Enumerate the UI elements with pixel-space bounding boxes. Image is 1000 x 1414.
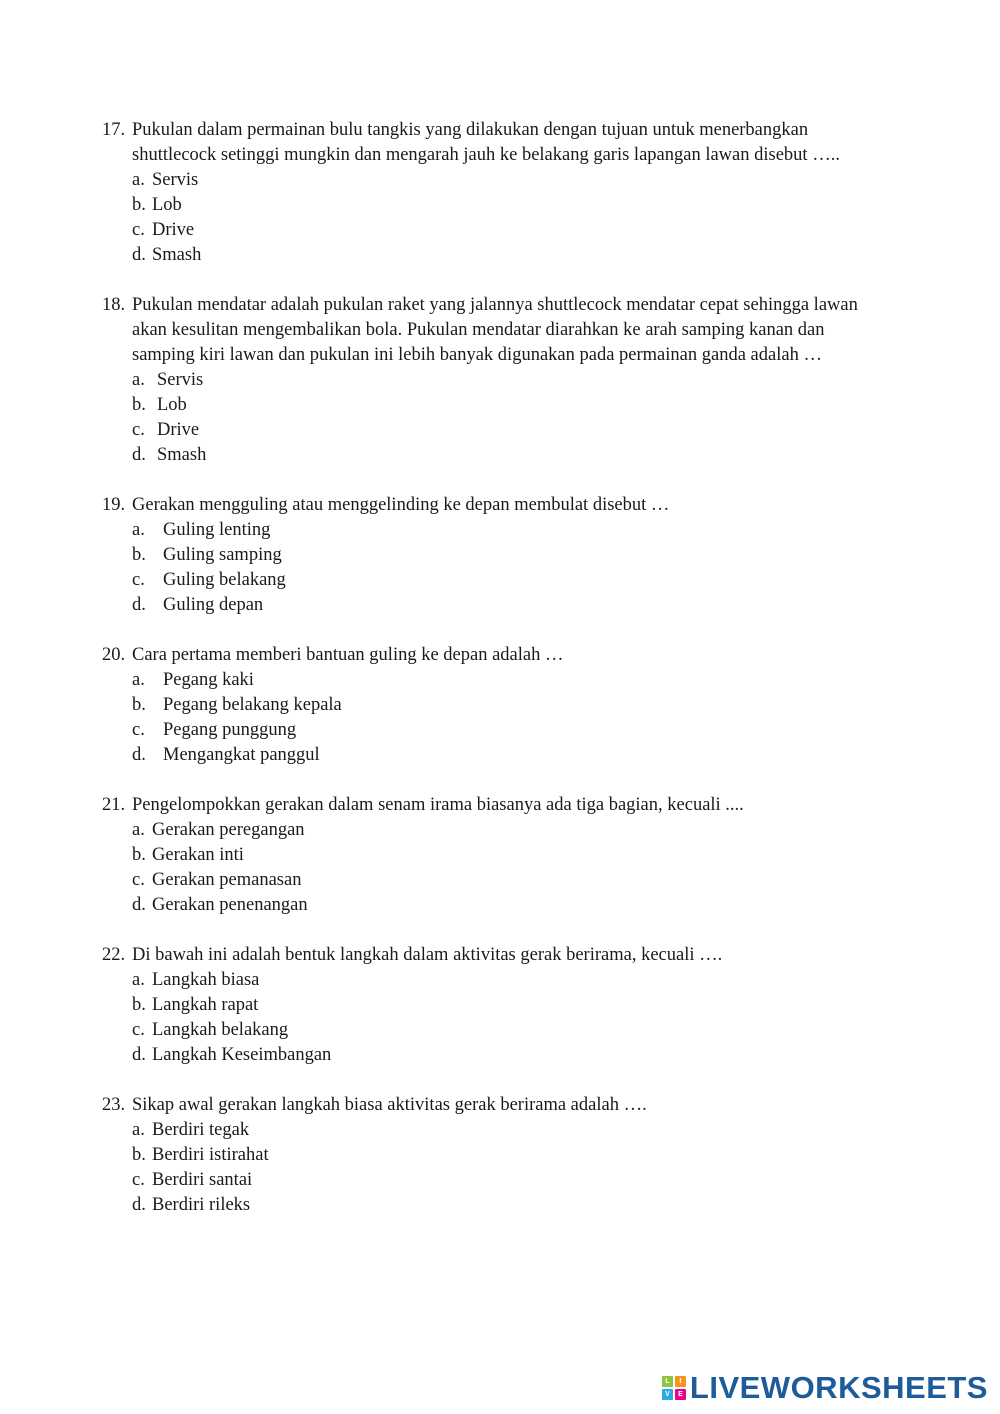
option-a[interactable] — [132, 168, 1000, 193]
option-text: Drive — [157, 420, 200, 440]
option-letter: a. — [132, 1120, 145, 1140]
liveworksheets-logo-icon — [662, 1376, 686, 1400]
option-text: Pegang punggung — [163, 720, 297, 740]
option-letter: a. — [132, 820, 145, 840]
option-b[interactable] — [132, 393, 1000, 418]
option-text: Guling samping — [163, 545, 282, 565]
option-c[interactable] — [132, 1168, 1000, 1193]
option-a[interactable] — [132, 968, 1000, 993]
option-c[interactable] — [132, 718, 1000, 743]
logo-tile-i: I — [675, 1376, 686, 1387]
option-b[interactable] — [132, 693, 1000, 718]
option-text: Servis — [157, 370, 204, 390]
option-letter: b. — [132, 195, 146, 215]
option-text: Drive — [152, 220, 195, 240]
question-text: Di bawah ini adalah bentuk langkah dalam aktivitas gerak berirama, kecuali …. — [132, 945, 723, 965]
option-letter: c. — [132, 570, 145, 590]
option-letter: c. — [132, 1170, 145, 1190]
option-text: Langkah belakang — [152, 1020, 289, 1040]
option-a[interactable] — [132, 368, 1000, 393]
option-b[interactable] — [132, 993, 1000, 1018]
question-text: Gerakan mengguling atau menggelinding ke depan membulat disebut … — [132, 495, 670, 515]
question-20 — [0, 643, 1000, 768]
option-d[interactable] — [132, 243, 1000, 268]
option-letter: c. — [132, 420, 145, 440]
option-text: Servis — [152, 170, 199, 190]
option-letter: d. — [132, 745, 146, 765]
option-text: Berdiri istirahat — [152, 1145, 269, 1165]
option-d[interactable] — [132, 593, 1000, 618]
option-c[interactable] — [132, 218, 1000, 243]
option-letter: a. — [132, 670, 145, 690]
option-list — [0, 1118, 1000, 1218]
option-text: Berdiri tegak — [152, 1120, 250, 1140]
option-list — [0, 518, 1000, 618]
option-letter: a. — [132, 520, 145, 540]
question-number: 20. — [102, 645, 126, 665]
question-number: 19. — [102, 495, 126, 515]
option-text: Langkah rapat — [152, 995, 259, 1015]
option-text: Langkah Keseimbangan — [152, 1045, 332, 1065]
option-c[interactable] — [132, 868, 1000, 893]
option-b[interactable] — [132, 193, 1000, 218]
option-letter: d. — [132, 1045, 146, 1065]
option-text: Pegang belakang kepala — [163, 695, 342, 715]
option-letter: a. — [132, 170, 145, 190]
option-letter: b. — [132, 545, 146, 565]
option-text: Guling lenting — [163, 520, 271, 540]
option-a[interactable] — [132, 518, 1000, 543]
option-text: Lob — [152, 195, 182, 215]
option-d[interactable] — [132, 443, 1000, 468]
option-letter: d. — [132, 445, 146, 465]
question-text: Pukulan dalam permainan bulu tangkis yang dilakukan dengan tujuan untuk menerbangkan shuttlecock setinggi mungkin dan mengarah jauh ke belakang garis lapangan lawan disebut ….. — [132, 120, 840, 165]
question-18 — [0, 293, 1000, 468]
logo-tile-l: L — [662, 1376, 673, 1387]
liveworksheets-logo — [662, 1370, 988, 1406]
logo-text: LIVEWORKSHEETS — [689, 1370, 988, 1405]
option-text: Guling depan — [163, 595, 264, 615]
option-c[interactable] — [132, 1018, 1000, 1043]
option-letter: b. — [132, 845, 146, 865]
option-letter: c. — [132, 720, 145, 740]
question-21 — [0, 793, 1000, 918]
option-b[interactable] — [132, 843, 1000, 868]
option-letter: d. — [132, 595, 146, 615]
option-text: Pegang kaki — [163, 670, 254, 690]
option-letter: b. — [132, 1145, 146, 1165]
option-text: Gerakan penenangan — [152, 895, 308, 915]
question-number: 22. — [102, 945, 126, 965]
question-number: 17. — [102, 120, 126, 140]
option-letter: a. — [132, 370, 145, 390]
option-text: Gerakan inti — [152, 845, 244, 865]
option-text: Berdiri santai — [152, 1170, 253, 1190]
option-text: Berdiri rileks — [152, 1195, 251, 1215]
option-letter: a. — [132, 970, 145, 990]
logo-tile-e: E — [675, 1389, 686, 1400]
option-letter: d. — [132, 895, 146, 915]
option-d[interactable] — [132, 1193, 1000, 1218]
option-d[interactable] — [132, 1043, 1000, 1068]
worksheet-page — [0, 118, 1000, 1243]
option-b[interactable] — [132, 543, 1000, 568]
question-text: Sikap awal gerakan langkah biasa aktivitas gerak berirama adalah …. — [132, 1095, 647, 1115]
option-letter: b. — [132, 995, 146, 1015]
question-text: Pukulan mendatar adalah pukulan raket yang jalannya shuttlecock mendatar cepat sehingga lawan akan kesulitan mengembalikan bola. Pukulan mendatar diarahkan ke arah samping kanan dan samping kiri lawan dan pukulan ini lebih banyak digunakan pada permainan ganda adalah … — [132, 295, 858, 365]
question-number: 23. — [102, 1095, 126, 1115]
option-text: Langkah biasa — [152, 970, 260, 990]
option-list — [0, 818, 1000, 918]
option-letter: d. — [132, 1195, 146, 1215]
option-text: Guling belakang — [163, 570, 286, 590]
question-17 — [0, 118, 1000, 268]
question-number: 18. — [102, 295, 126, 315]
option-list — [0, 668, 1000, 768]
option-letter: c. — [132, 220, 145, 240]
option-list — [0, 368, 1000, 468]
option-letter: b. — [132, 695, 146, 715]
option-b[interactable] — [132, 1143, 1000, 1168]
option-letter: b. — [132, 395, 146, 415]
question-text: Cara pertama memberi bantuan guling ke depan adalah … — [132, 645, 564, 665]
logo-tile-v: V — [662, 1389, 673, 1400]
option-letter: c. — [132, 1020, 145, 1040]
option-d[interactable] — [132, 893, 1000, 918]
option-text: Gerakan pemanasan — [152, 870, 302, 890]
question-number: 21. — [102, 795, 126, 815]
option-a[interactable] — [132, 818, 1000, 843]
option-list — [0, 968, 1000, 1068]
option-c[interactable] — [132, 568, 1000, 593]
question-22 — [0, 943, 1000, 1068]
option-text: Smash — [152, 245, 202, 265]
option-letter: c. — [132, 870, 145, 890]
question-text: Pengelompokkan gerakan dalam senam irama biasanya ada tiga bagian, kecuali .... — [132, 795, 744, 815]
option-a[interactable] — [132, 668, 1000, 693]
option-letter: d. — [132, 245, 146, 265]
option-a[interactable] — [132, 1118, 1000, 1143]
option-d[interactable] — [132, 743, 1000, 768]
option-text: Lob — [157, 395, 187, 415]
option-text: Mengangkat panggul — [163, 745, 320, 765]
question-19 — [0, 493, 1000, 618]
option-c[interactable] — [132, 418, 1000, 443]
option-list — [0, 168, 1000, 268]
question-23 — [0, 1093, 1000, 1218]
option-text: Smash — [157, 445, 207, 465]
option-text: Gerakan peregangan — [152, 820, 305, 840]
